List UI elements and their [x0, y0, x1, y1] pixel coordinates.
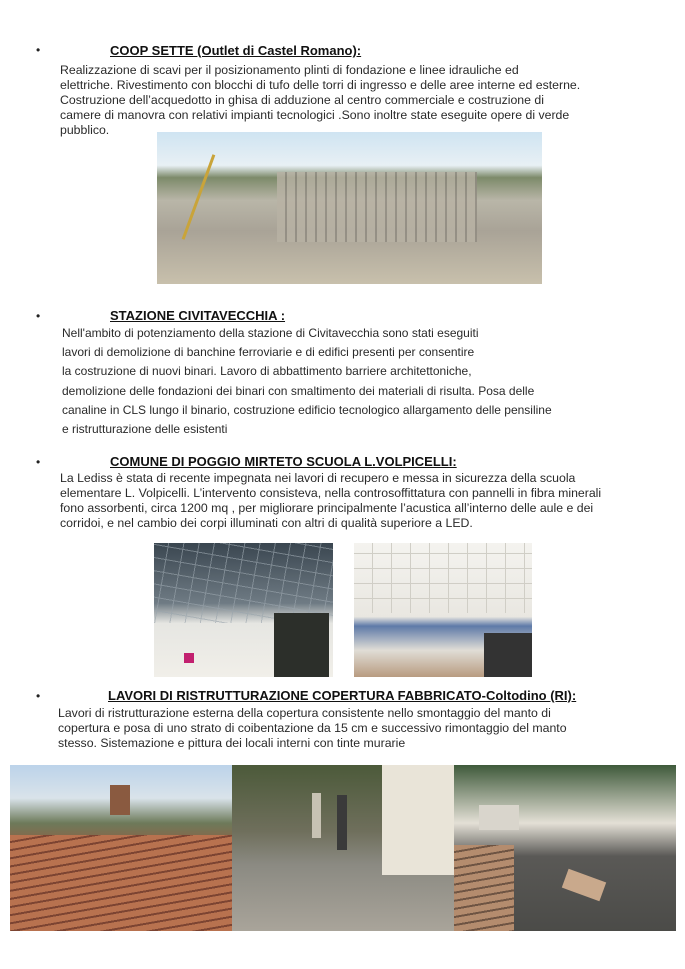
bullet: •	[36, 455, 41, 469]
text-line: elementare L. Volpicelli. L’intervento consisteva, nella controsoffittatura con pannelli in fibra minerali	[60, 486, 602, 500]
text-line: Lavori di ristrutturazione esterna della copertura consistente nello smontaggio del manto di	[58, 706, 551, 720]
text-line: la costruzione di nuovi binari. Lavoro di abbattimento barriere architettoniche,	[62, 364, 472, 379]
text-line: La Lediss è stata di recente impegnata nei lavori di recupero e messa in sicurezza della scuola	[60, 471, 576, 485]
text-line: Nell'ambito di potenziamento della stazione di Civitavecchia sono stati eseguiti	[62, 326, 479, 340]
roof-workers-photo	[232, 765, 454, 931]
text-line: stesso. Sistemazione e pittura dei locali interni con tinte murarie	[58, 736, 406, 750]
roof-membrane-photo	[454, 765, 676, 931]
bullet: •	[36, 309, 41, 323]
school-ceiling-photo-1	[154, 543, 333, 677]
text-line: Costruzione dell’acquedotto in ghisa di adduzione al centro commerciale e costruzione di	[60, 93, 544, 107]
section-title-poggio-mirteto: COMUNE DI POGGIO MIRTETO SCUOLA L.VOLPICELLI:	[110, 454, 457, 469]
text-line: canaline in CLS lungo il binario, costruzione edificio tecnologico allargamento delle pensiline	[62, 402, 552, 417]
text-line: camere di manovra con relativi impianti tecnologici .Sono inoltre state eseguite opere di verde	[60, 108, 570, 122]
section-title-civitavecchia: STAZIONE CIVITAVECCHIA :	[110, 308, 286, 323]
text-line: copertura e posa di uno strato di coibentazione da 15 cm e successivo rimontaggio del manto	[58, 721, 567, 735]
section-body-coop-sette	[60, 63, 580, 138]
text-line: demolizione delle fondazioni dei binari con smaltimento dei materiali di risulta. Posa delle	[62, 383, 535, 398]
bullet: •	[36, 689, 41, 703]
section-title-coop-sette: COOP SETTE (Outlet di Castel Romano):	[110, 43, 362, 58]
text-line: pubblico.	[60, 123, 110, 137]
roof-tiles-photo	[10, 765, 232, 931]
text-line: fono assorbenti, circa 1200 mq , per migliorare principalmente l’acustica all’interno delle aule e dei	[60, 501, 594, 515]
text-line: Realizzazione di scavi per il posizionamento plinti di fondazione e linee idrauliche ed	[60, 63, 519, 77]
school-ceiling-photo-2	[354, 543, 532, 677]
section-body-poggio-mirteto	[60, 471, 601, 531]
section-body-civitavecchia	[62, 324, 552, 439]
bullet: •	[36, 43, 41, 57]
text-line: e ristrutturazione delle esistenti	[62, 421, 228, 436]
section-body-coltodino	[58, 706, 567, 751]
text-line: corridoi, e nel cambio dei corpi illuminati con altri di qualità superiore a LED.	[60, 516, 473, 530]
construction-site-photo	[157, 132, 542, 284]
text-line: elettriche. Rivestimento con blocchi di tufo delle torri di ingresso e delle aree interne ed esterne.	[60, 78, 581, 92]
section-title-coltodino: LAVORI DI RISTRUTTURAZIONE COPERTURA FABBRICATO-Coltodino (RI):	[108, 688, 577, 703]
text-line: lavori di demolizione di banchine ferroviarie e di edifici presenti per consentire	[62, 345, 475, 360]
